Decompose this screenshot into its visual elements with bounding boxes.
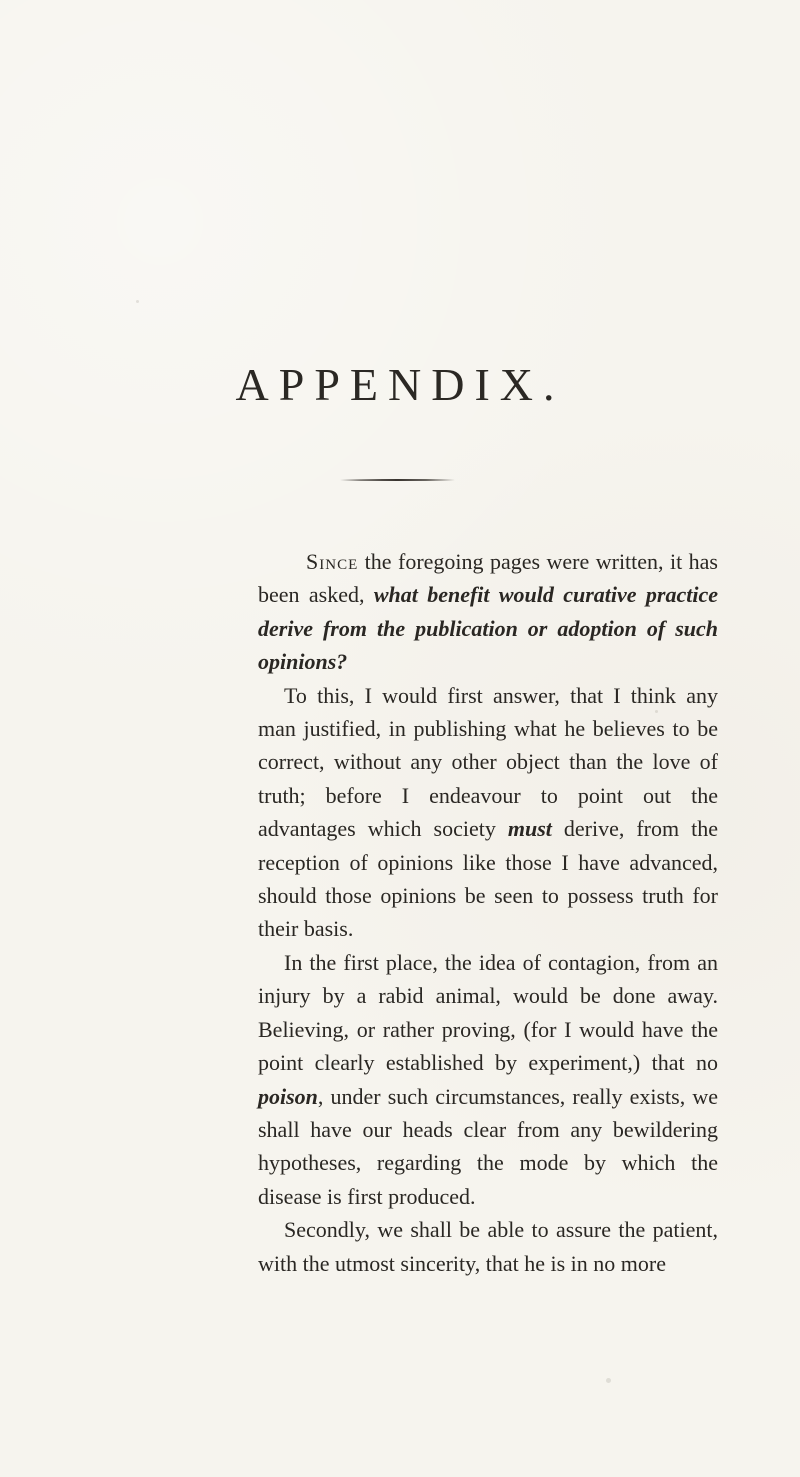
paragraph-2-text: To this, I would first answer, that I think any man justified, in publishing what he believes to be correct, without any other object than the love of truth; before I endeavour to point out the advantages which society xyxy=(258,682,718,842)
paragraph-3-text: In the first place, the idea of contagion, from an injury by a rabid animal, would be done away. Believing, or rather proving, (for I would have the point clearly established by experiment,) that no xyxy=(258,949,718,1076)
heading-rule xyxy=(340,478,455,482)
paragraph-1 xyxy=(258,545,718,679)
main-text xyxy=(258,545,718,1280)
question-italic: what benefit would curative practice derive from the publication or adoption of such opinions? xyxy=(258,582,718,675)
heading-rule-line xyxy=(340,479,455,481)
paragraph-4-text: Secondly, we shall be able to assure the patient, with the utmost sincerity, that he is in no more xyxy=(258,1217,718,1276)
opening-word: Since xyxy=(306,549,359,574)
paper-speck xyxy=(136,300,139,303)
paragraph-3-text-after: , under such circumstances, really exists, we shall have our heads clear from any bewildering hypotheses, regarding the mode by which the disease is first produced. xyxy=(258,1083,718,1209)
paragraph-2 xyxy=(258,679,718,946)
emphasis-poison: poison xyxy=(258,1083,318,1109)
paper-speck xyxy=(606,1378,611,1383)
paragraph-1-text: the foregoing pages were written, it has been asked, xyxy=(258,549,718,608)
emphasis-must: must xyxy=(507,816,552,842)
appendix-heading: APPENDIX. xyxy=(235,359,565,410)
paragraph-3 xyxy=(258,946,718,1213)
paragraph-4 xyxy=(258,1213,718,1280)
paragraph-2-text-after: derive, from the reception of opinions like those I have advanced, should those opinions be seen to possess truth for their basis. xyxy=(258,816,719,942)
